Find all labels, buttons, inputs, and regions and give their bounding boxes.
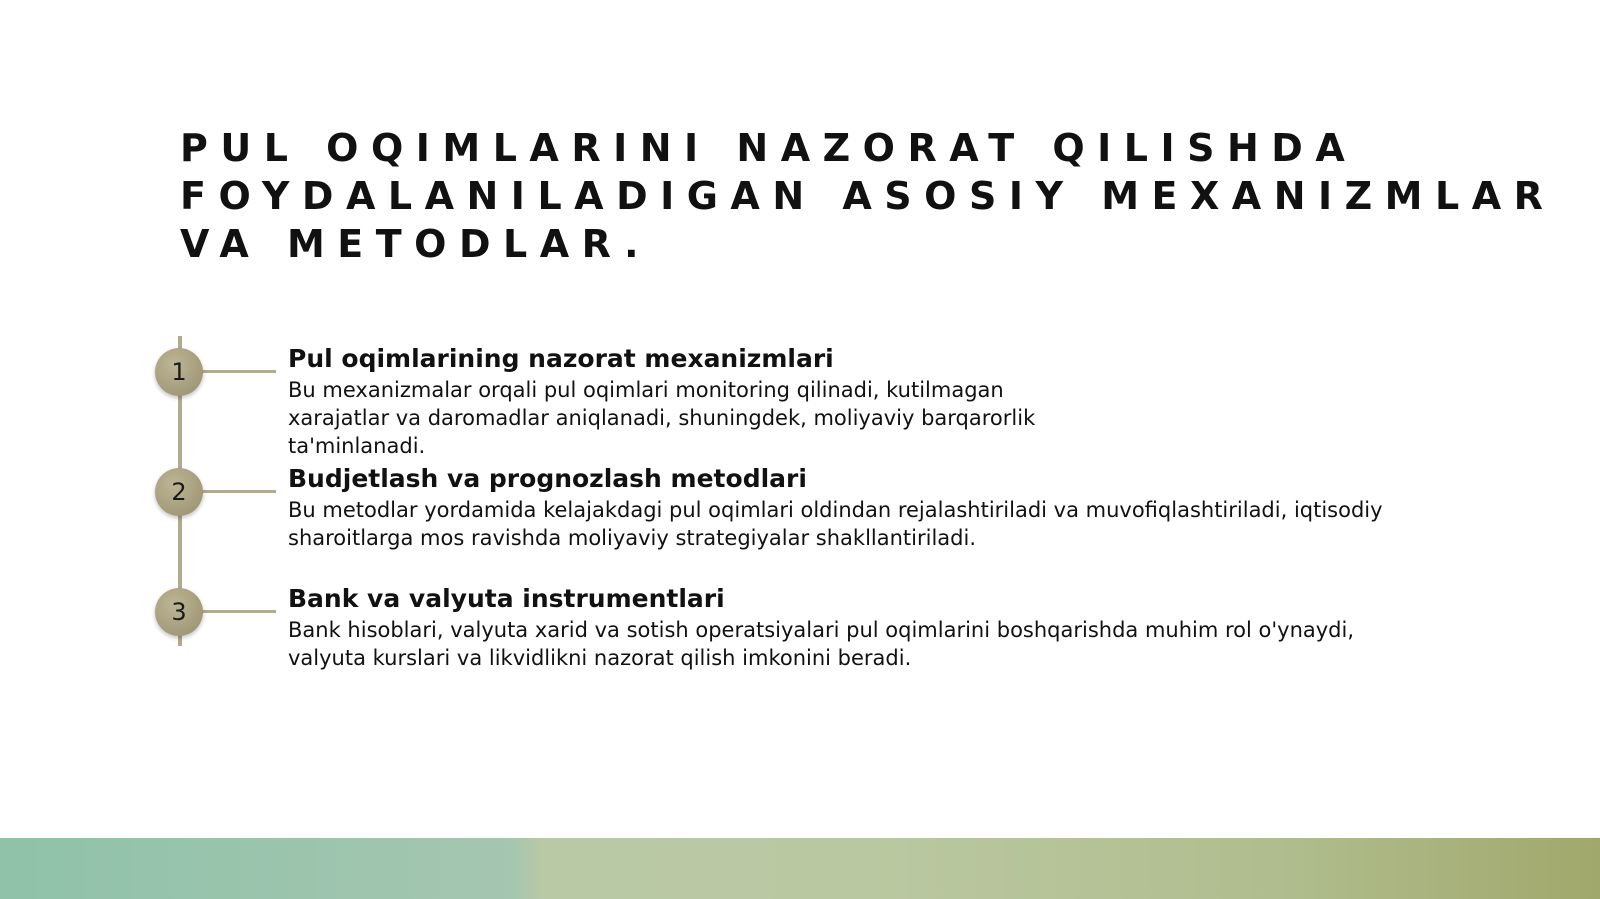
item-body-1: Bu mexanizmalar orqali pul oqimlari monitoring qilinadi, kutilmagan xarajatlar va daromadlar aniqlanadi, shuningdek, moliyaviy barqarorlik ta'minlanadi. — [288, 378, 1036, 458]
timeline-item-1 — [288, 342, 1078, 460]
timeline-connector-2 — [196, 490, 276, 493]
timeline-connector-1 — [196, 370, 276, 373]
timeline-item-3 — [288, 582, 1408, 672]
timeline-node-2: 2 — [155, 468, 203, 516]
item-heading-2: Budjetlash va prognozlash metodlari — [288, 464, 807, 493]
slide-title: PUL OQIMLARINI NAZORAT QILISHDA FOYDALANILADIGAN ASOSIY MEXANIZMLAR VA METODLAR. — [180, 126, 1556, 266]
timeline-node-3: 3 — [155, 588, 203, 636]
timeline-item-2 — [288, 462, 1448, 552]
item-heading-1: Pul oqimlarining nazorat mexanizmlari — [288, 344, 834, 373]
timeline-node-1: 1 — [155, 348, 203, 396]
item-body-3: Bank hisoblari, valyuta xarid va sotish operatsiyalari pul oqimlarini boshqarishda muhim rol o'ynaydi, valyuta kurslari va likvidlikni nazorat qilish imkonini beradi. — [288, 618, 1355, 670]
item-heading-3: Bank va valyuta instrumentlari — [288, 584, 725, 613]
bottom-decorative-band — [0, 838, 1600, 899]
timeline-connector-3 — [196, 610, 276, 613]
item-body-2: Bu metodlar yordamida kelajakdagi pul oqimlari oldindan rejalashtiriladi va muvofiqlashtiriladi, iqtisodiy sharoitlarga mos ravishda moliyaviy strategiyalar shakllantiriladi. — [288, 498, 1383, 550]
